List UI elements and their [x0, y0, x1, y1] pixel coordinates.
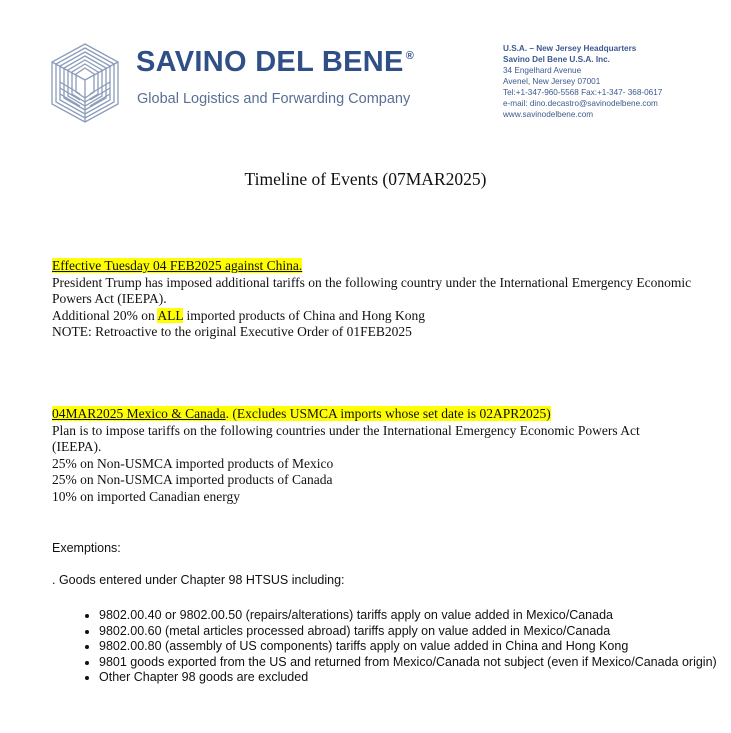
section-china-note: NOTE: Retroactive to the original Executive Order of 01FEB2025: [52, 324, 412, 339]
section-mc-heading-note: . (Excludes USMCA imports whose set date is 02APR2025): [225, 406, 551, 421]
company-name: SAVINO DEL BENE ®: [136, 46, 415, 78]
section-mc-line3: 25% on Non-USMCA imported products of Canada: [52, 472, 333, 487]
section-mc-line1: Plan is to impose tariffs on the following countries under the International Emergency Economic Powers Act (IEEPA).: [52, 422, 640, 454]
list-item: • 9802.00.80 (assembly of US components) tariffs apply on value added in China and Hong Kong: [99, 639, 719, 655]
registered-mark: ®: [405, 50, 415, 62]
section-mc-heading: 04MAR2025 Mexico & Canada: [52, 406, 226, 421]
section-china: [52, 258, 692, 341]
section-china-line1: President Trump has imposed additional tariffs on the following country under the International Emergency Economic Powers Act (IEEPA).: [52, 274, 692, 306]
section-mexico-canada: [52, 406, 692, 505]
list-item: • 9802.00.60 (metal articles processed abroad) tariffs apply on value added in Mexico/Canada: [99, 624, 719, 640]
hq-line-company: Savino Del Bene U.S.A. Inc.: [503, 55, 610, 64]
goods-intro: . Goods entered under Chapter 98 HTSUS including:: [52, 573, 345, 587]
exemption-list: [72, 608, 719, 686]
hq-line-region: U.S.A. – New Jersey Headquarters: [503, 44, 637, 53]
hq-line-email[interactable]: e-mail: dino.decastro@savinodelbene.com: [503, 99, 658, 108]
hq-line-street: 34 Engelhard Avenue: [503, 66, 582, 75]
section-mc-line4: 10% on imported Canadian energy: [52, 488, 240, 504]
hq-line-website[interactable]: www.savinodelbene.com: [503, 110, 594, 119]
company-tagline: Global Logistics and Forwarding Company: [137, 91, 411, 107]
section-china-line2: Additional 20% on ALL imported products of China and Hong Kong: [52, 307, 425, 323]
list-item: • 9802.00.40 or 9802.00.50 (repairs/alterations) tariffs apply on value added in Mexico/Canada: [99, 608, 719, 624]
hq-line-city: Avenel, New Jersey 07001: [503, 77, 601, 86]
all-highlight: ALL: [157, 307, 184, 323]
list-item: • 9801 goods exported from the US and returned from Mexico/Canada not subject (even if Mexico/Canada origin): [99, 655, 719, 671]
company-logo-icon: [50, 42, 120, 124]
exemptions-label: Exemptions:: [52, 541, 121, 555]
section-mc-line2: 25% on Non-USMCA imported products of Mexico: [52, 455, 334, 471]
list-item: • Other Chapter 98 goods are excluded: [99, 670, 719, 686]
document-title: Timeline of Events (07MAR2025): [244, 169, 487, 189]
section-china-heading: Effective Tuesday 04 FEB2025 against China.: [52, 258, 303, 273]
hq-line-phone: Tel:+1-347-960-5568 Fax:+1-347- 368-0617: [503, 88, 663, 97]
headquarters-info: [503, 43, 662, 120]
